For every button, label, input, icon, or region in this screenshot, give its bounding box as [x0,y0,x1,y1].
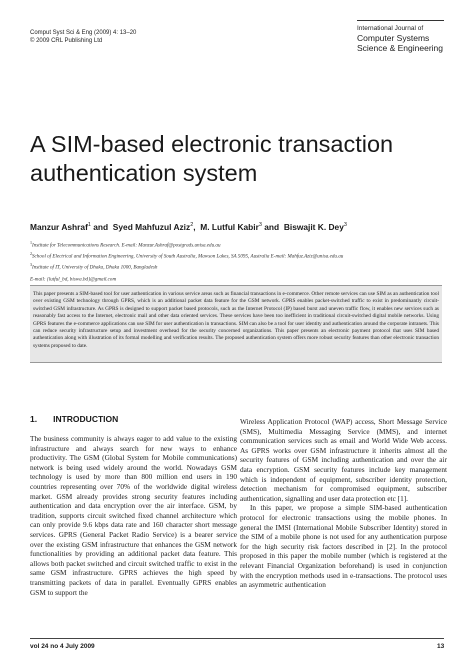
author-name: M. Lutful Kabir [200,222,259,232]
author-separator: and [261,222,282,232]
journal-of-line: International Journal of [357,25,424,32]
author-sup: 3 [343,222,347,229]
header-rule [357,20,444,21]
footer-volume: vol 24 no 4 July 2009 [30,643,95,650]
paper-title [30,130,450,188]
affiliation-item: E-mail: {lutful_bd, biswa.bd}@gmail.com [30,276,117,283]
section-heading [30,414,118,424]
citation-header [30,29,136,45]
section-title-text: INTRODUCTION [53,414,119,424]
author-sup: 2 [190,222,194,229]
abstract-block: This paper presents a SIM-based tool for user authentication in various service areas such as financial transactions in e-commerce. Other remote services can use SIM as an authentication tool over existing GSM technology through GPRS, which is an additional packet data feature for the GSM network. GPRS enables packet-switched traffic to exist in predominantly circuit-switched GSM infrastructure. As GPRS is designed to support packet based protocols, such as the Internet Protocol (IP) based burst and uneven traffic flow, it enables new services such as reasonably fast access to the Internet, electronic mail and other data oriented services. These services have been too inefficient in traditional circuit-switched digital mobile networks. Using GPRS features the e-commerce applications can use SIM for user authentication in transactions. SIM can also be a tool for user identity and authentication around the corporate intranets. This can reduce security infrastructure setup and investment overhead for the security concerned organizations. This paper presents an electronic payment protocol that uses SIM based authentication along with illustration of its formal modelling and verification results. The proposed authentication system offers more robust security features than other electronic transaction systems proposed to date. [30,285,442,363]
journal-header [357,25,443,53]
title-line-2: authentication system [30,160,258,186]
footer-rule [30,638,444,639]
author-sup: 1 [87,222,91,229]
affiliation-item: $^2$School of Electrical and Information Engineering, University of South Australia, Mawson Lakes, SA 5095, Australia E-mail: Mahfuz.Aziz@unisa.edu.au [30,251,344,260]
body-paragraph: The business community is always eager to add value to the existing infrastructure and always search for new ways to enhance productivity. The GSM (Global System for Mobile communications) network is being used widely around the world. Nowadays GSM technology is used by more than 800 million end users in 190 countries representing over 70% of the worldwide digital wireless market. GSM already provides strong security features including authentication and data encryption over the air interface. GSM, by tradition, supports circuit switched fixed channel architecture which can only provide 9.6 kbps data rate and 160 character short message services. GPRS (General Packet Radio Service) is a bearer service over the existing GSM infrastructure that enhances the GSM network functionalities by providing an additional packet data feature. This allows both packet switched and circuit switched traffic to exist in the same GSM infrastructure. GPRS achieves the high speed by transmitting packets of data in parallel. Eventually GPRS enables GSM to support the [30,434,237,597]
author-name: Biswajit K. Dey [283,222,344,232]
body-paragraph: Wireless Application Protocol (WAP) access, Short Message Service (SMS), Multimedia Messaging Service (MMS), and internet communication services such as email and World Wide Web access. As GPRS works over GSM infrastructure it inherits almost all the security features of GSM including authentication and over the air data encryption. GSM security features include key management which is independent of equipment, subscriber identity protection, detection mechanism for compromised equipment, subscriber authentication, signalling and user data protection etc [1]. [240,417,447,503]
author-name: Syed Mahfuzul Aziz [112,222,191,232]
page-number: 13 [437,643,445,650]
affiliation-item: $^3$Institute of IT, University of Dhaka, Dhaka 1000, Bangladesh [30,262,158,272]
copyright-line: © 2009 CRL Publishing Ltd [30,38,103,44]
section-number: 1. [30,414,38,424]
author-list [30,222,460,232]
title-line-1: A SIM-based electronic transaction [30,131,394,157]
affiliations [30,239,460,284]
journal-name-line1: Computer Systems [357,33,430,43]
body-paragraph: In this paper, we propose a simple SIM-based authentication protocol for electronic transactions using the mobile phones. In general the IMSI (International Mobile Subscriber Identity) stored in the SIM of a mobile phone is not used for any authentication purpose for the high security risk factors described in [2]. In the protocol proposed in this paper the mobile number (which is registered at the relevant Financial Organization beforehand) is used in conjunction with the encryption methods used in e-transactions. The protocol uses an asymmetric authentication [240,503,447,590]
author-separator: and [90,222,111,232]
body-column-left [30,434,237,597]
author-sup: 3 [258,222,262,229]
journal-name-line2: Science & Engineering [357,43,444,53]
author-separator: , [193,222,198,232]
body-column-right [240,417,447,590]
affiliation-item: $^1$Institute for Telecommunications Research. E-mail: Manzur.Ashraf@postgrads.unisa.edu.au [30,240,221,249]
author-name: Manzur Ashraf [30,222,88,232]
citation-line: Comput Syst Sci & Eng (2009) 4: 13–20 [30,30,137,36]
